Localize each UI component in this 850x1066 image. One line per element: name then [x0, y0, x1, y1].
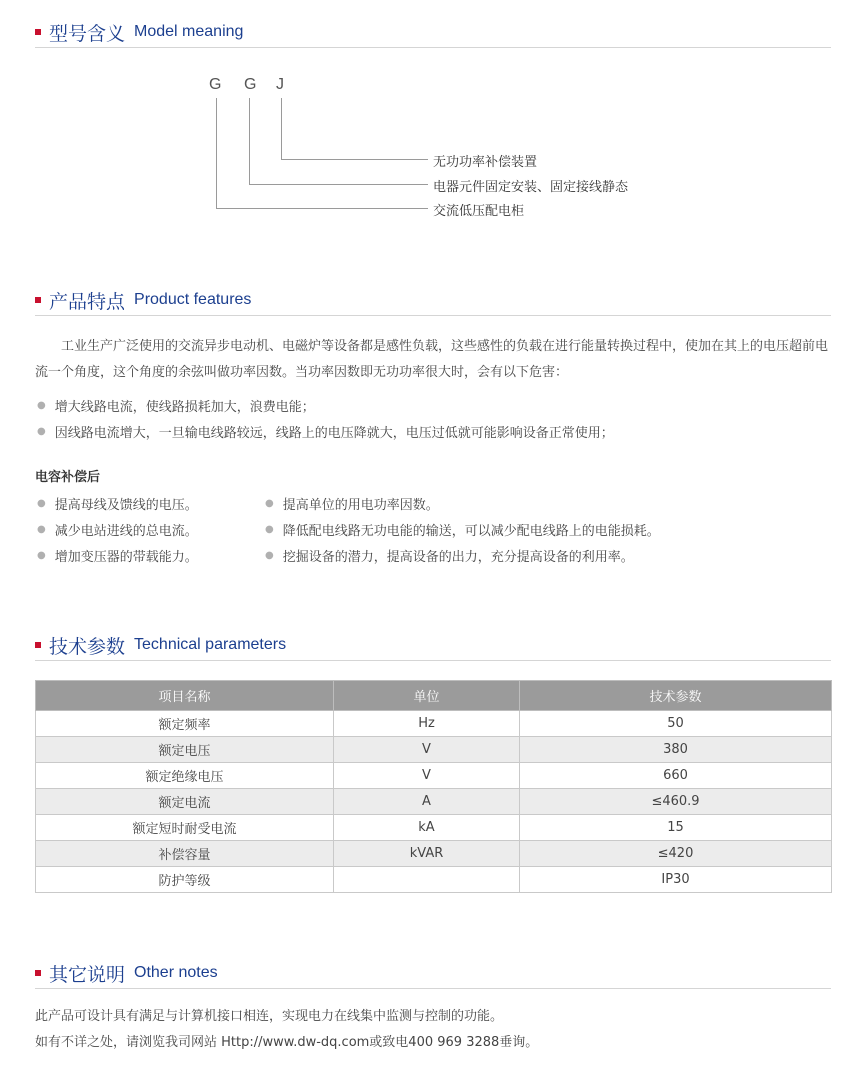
- bullet-square-icon: [35, 297, 41, 303]
- table-cell: 50: [520, 711, 832, 737]
- bullet-dot-icon: ●: [37, 426, 46, 437]
- section-title-en: Other notes: [134, 964, 218, 981]
- table-cell: 15: [520, 815, 832, 841]
- table-row: [36, 737, 832, 763]
- table-cell: [334, 867, 520, 893]
- section-header-model: [35, 20, 243, 44]
- connector-line: [281, 159, 428, 160]
- section-divider: [35, 47, 831, 48]
- table-cell: 额定短时耐受电流: [36, 815, 334, 841]
- model-letter: G: [209, 76, 222, 93]
- section-divider: [35, 315, 831, 316]
- connector-line: [216, 208, 428, 209]
- table-row: [36, 763, 832, 789]
- list-item: [37, 520, 198, 539]
- bullet-dot-icon: ●: [265, 524, 274, 535]
- section-title-zh: 型号含义: [49, 22, 126, 45]
- list-item: [265, 520, 660, 539]
- section-title-zh: 产品特点: [49, 290, 126, 313]
- column-header: 单位: [334, 681, 520, 711]
- list-item: [37, 422, 614, 441]
- bullet-dot-icon: ●: [265, 498, 274, 509]
- table-row: [36, 815, 832, 841]
- table-row: [36, 789, 832, 815]
- table-cell: 660: [520, 763, 832, 789]
- list-item-text: 提高母线及馈线的电压。: [54, 498, 198, 513]
- section-title-en: Model meaning: [134, 23, 244, 40]
- table-cell: V: [334, 763, 520, 789]
- section-header-features: [35, 288, 251, 312]
- notes-line: 此产品可设计具有满足与计算机接口相连，实现电力在线集中监测与控制的功能。: [35, 1009, 504, 1024]
- section-divider: [35, 988, 831, 989]
- model-letter: G: [244, 76, 257, 93]
- list-item: [265, 494, 439, 513]
- connector-line: [281, 98, 282, 159]
- bullet-square-icon: [35, 29, 41, 35]
- table-cell: kA: [334, 815, 520, 841]
- list-item-text: 挖掘设备的潜力，提高设备的出力，充分提高设备的利用率。: [282, 550, 634, 565]
- table-cell: Hz: [334, 711, 520, 737]
- bullet-square-icon: [35, 642, 41, 648]
- section-title-zh: 其它说明: [49, 963, 126, 986]
- table-cell: IP30: [520, 867, 832, 893]
- table-cell: 防护等级: [36, 867, 334, 893]
- section-header-notes: [35, 961, 218, 985]
- section-divider: [35, 660, 831, 661]
- column-header: 技术参数: [520, 681, 832, 711]
- table-cell: ≤460.9: [520, 789, 832, 815]
- table-cell: V: [334, 737, 520, 763]
- list-item: [37, 546, 198, 565]
- connector-line: [249, 184, 428, 185]
- table-row: [36, 711, 832, 737]
- column-header: 项目名称: [36, 681, 334, 711]
- table-cell: 额定绝缘电压: [36, 763, 334, 789]
- connector-line: [249, 98, 250, 184]
- section-title-zh: 技术参数: [49, 635, 126, 658]
- model-meaning-label: 无功功率补偿装置: [433, 155, 538, 170]
- features-intro-paragraph: 工业生产广泛使用的交流异步电动机、电磁炉等设备都是感性负载，这些感性的负载在进行能量转换过程中，使加在其上的电压超前电流一个角度，这个角度的余弦叫做功率因数。当功率因数即无功功率很大时，会有以下危害：: [35, 339, 829, 380]
- technical-parameters-table: [35, 680, 832, 893]
- bullet-square-icon: [35, 970, 41, 976]
- section-title-en: Technical parameters: [134, 636, 287, 653]
- bullet-dot-icon: ●: [37, 524, 46, 535]
- table-row: [36, 867, 832, 893]
- section-title-en: Product features: [134, 291, 252, 308]
- table-cell: 380: [520, 737, 832, 763]
- bullet-dot-icon: ●: [265, 550, 274, 561]
- list-item-text: 因线路电流增大，一旦输电线路较远，线路上的电压降就大，电压过低就可能影响设备正常使用；: [54, 426, 614, 441]
- model-meaning-label: 电器元件固定安装、固定接线静态: [433, 180, 629, 195]
- list-item-text: 减少电站进线的总电流。: [54, 524, 198, 539]
- model-meaning-label: 交流低压配电柜: [433, 204, 525, 219]
- notes-line: 如有不详之处，请浏览我司网站 Http://www.dw-dq.com或致电400 969 3288垂询。: [35, 1035, 539, 1050]
- connector-line: [216, 98, 217, 208]
- list-item: [37, 396, 315, 415]
- bullet-dot-icon: ●: [37, 400, 46, 411]
- table-cell: 额定频率: [36, 711, 334, 737]
- table-cell: 额定电流: [36, 789, 334, 815]
- table-cell: 额定电压: [36, 737, 334, 763]
- table-header-row: [36, 681, 832, 711]
- list-item: [37, 494, 198, 513]
- bullet-dot-icon: ●: [37, 498, 46, 509]
- table-cell: 补偿容量: [36, 841, 334, 867]
- table-cell: kVAR: [334, 841, 520, 867]
- subheading-after-compensation: 电容补偿后: [35, 470, 101, 485]
- list-item-text: 降低配电线路无功电能的输送，可以减少配电线路上的电能损耗。: [282, 524, 660, 539]
- list-item-text: 增大线路电流，使线路损耗加大，浪费电能；: [54, 400, 315, 415]
- list-item: [265, 546, 634, 565]
- table-cell: A: [334, 789, 520, 815]
- model-letter: J: [276, 76, 284, 93]
- table-row: [36, 841, 832, 867]
- table-cell: ≤420: [520, 841, 832, 867]
- list-item-text: 增加变压器的带载能力。: [54, 550, 198, 565]
- section-header-params: [35, 633, 286, 657]
- bullet-dot-icon: ●: [37, 550, 46, 561]
- list-item-text: 提高单位的用电功率因数。: [282, 498, 439, 513]
